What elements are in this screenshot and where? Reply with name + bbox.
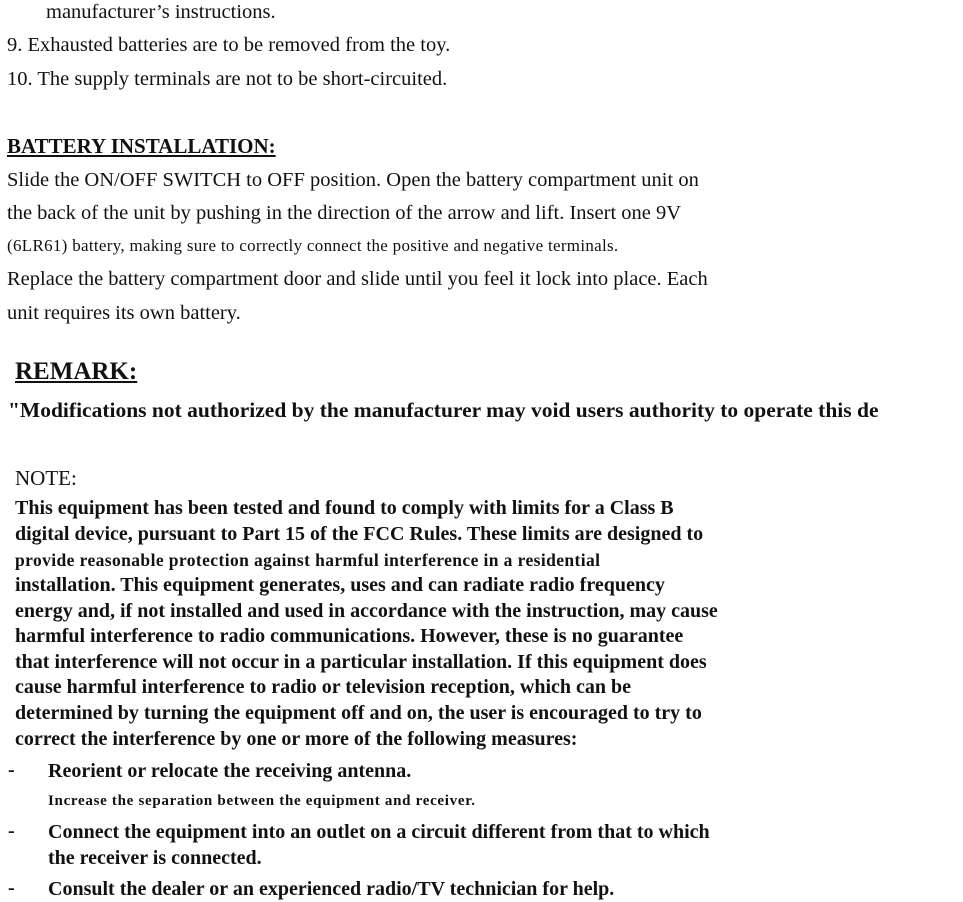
remark-text: "Modifications not authorized by the manufacturer may void users authority to operate this de: [8, 398, 879, 422]
note-heading: NOTE:: [15, 466, 77, 490]
battery-installation-heading: BATTERY INSTALLATION:: [7, 134, 276, 158]
remark-heading: REMARK:: [15, 358, 138, 385]
measure-item: Consult the dealer or an experienced radio/TV technician for help.: [48, 878, 615, 900]
note-line: correct the interference by one or more of the following measures:: [15, 728, 578, 750]
bullet-dash: -: [8, 820, 15, 842]
list-item-10: 10. The supply terminals are not to be short-circuited.: [7, 68, 448, 90]
note-line: digital device, pursuant to Part 15 of the FCC Rules. These limits are designed to: [15, 523, 704, 545]
note-line: cause harmful interference to radio or television reception, which can be: [15, 676, 632, 698]
measure-item-continuation: the receiver is connected.: [48, 847, 262, 869]
note-line: energy and, if not installed and used in accordance with the instruction, may cause: [15, 600, 718, 622]
bullet-dash: -: [8, 877, 15, 899]
list-item-9: 9. Exhausted batteries are to be removed from the toy.: [7, 34, 451, 56]
measure-item: Connect the equipment into an outlet on a circuit different from that to which: [48, 821, 710, 843]
list-continuation: manufacturer’s instructions.: [46, 1, 276, 23]
measure-item: Reorient or relocate the receiving antenna.: [48, 760, 412, 782]
battery-line: the back of the unit by pushing in the direction of the arrow and lift. Insert one 9V: [7, 202, 682, 224]
battery-line: (6LR61) battery, making sure to correctly connect the positive and negative terminals.: [7, 236, 619, 255]
battery-line: Replace the battery compartment door and slide until you feel it lock into place. Each: [7, 268, 708, 290]
battery-line: unit requires its own battery.: [7, 302, 241, 324]
note-line: provide reasonable protection against harmful interference in a residential: [15, 550, 601, 570]
note-line: that interference will not occur in a particular installation. If this equipment does: [15, 651, 707, 673]
measure-item: Increase the separation between the equipment and receiver.: [48, 793, 476, 809]
bullet-dash: -: [8, 759, 15, 781]
note-line: This equipment has been tested and found to comply with limits for a Class B: [15, 497, 674, 519]
note-line: installation. This equipment generates, uses and can radiate radio frequency: [15, 574, 665, 596]
note-line: determined by turning the equipment off and on, the user is encouraged to try to: [15, 702, 702, 724]
battery-line: Slide the ON/OFF SWITCH to OFF position. Open the battery compartment unit on: [7, 169, 699, 191]
note-line: harmful interference to radio communications. However, these is no guarantee: [15, 625, 684, 647]
